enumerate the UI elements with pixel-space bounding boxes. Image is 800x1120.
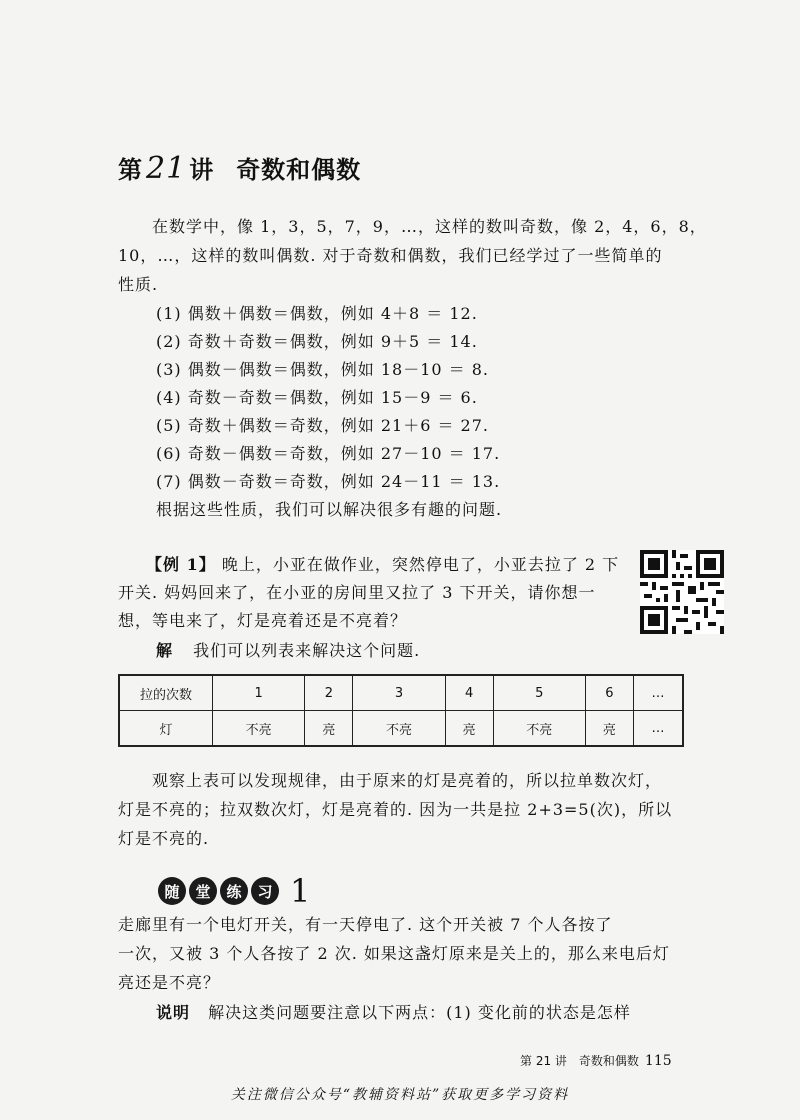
property-item: (3) 偶数－偶数＝偶数，例如 18－10 ＝ 8. — [156, 360, 489, 379]
table-row — [119, 675, 683, 711]
table-cell: 亮 — [305, 711, 353, 747]
example-tag: 【例 1】 — [146, 555, 216, 574]
table-cell: … — [633, 675, 683, 711]
title-suffix: 讲 — [189, 155, 215, 184]
example-line: 想，等电来了，灯是亮着还是不亮着？ — [118, 611, 408, 630]
practice-line: 走廊里有一个电灯开关，有一天停电了. 这个开关被 7 个人各按了 — [118, 915, 613, 934]
note-text: 解决这类问题要注意以下两点：(1) 变化前的状态是怎样 — [208, 1003, 631, 1022]
example-line: 开关. 妈妈回来了，在小亚的房间里又拉了 3 下开关，请你想一 — [118, 583, 596, 602]
table-header-cell: 拉的次数 — [119, 675, 213, 711]
practice-number: 1 — [290, 872, 311, 910]
page-footer — [520, 1052, 672, 1069]
note-line — [156, 1000, 631, 1023]
practice-heading — [158, 872, 310, 910]
title-number: 21 — [146, 151, 187, 186]
practice-char: 堂 — [189, 877, 217, 905]
practice-char: 随 — [158, 877, 186, 905]
table-cell: 2 — [305, 675, 353, 711]
solution-line — [156, 638, 420, 661]
bottom-note: 关注微信公众号“教辅资料站”获取更多学习资料 — [230, 1087, 570, 1103]
example-first-line — [146, 552, 619, 575]
table-cell: 亮 — [585, 711, 633, 747]
table-cell: 6 — [585, 675, 633, 711]
solution-label: 解 — [156, 641, 174, 660]
observation-line: 灯是不亮的；拉双数次灯，灯是亮着的. 因为一共是拉 2+3=5(次)，所以 — [118, 800, 673, 819]
chapter-title — [118, 150, 361, 186]
intro-line: 性质. — [118, 275, 159, 294]
property-item: (6) 奇数－偶数＝奇数，例如 27－10 ＝ 17. — [156, 444, 501, 463]
property-item: (2) 奇数＋奇数＝偶数，例如 9＋5 ＝ 14. — [156, 332, 478, 351]
property-item: (7) 偶数－奇数＝奇数，例如 24－11 ＝ 13. — [156, 472, 501, 491]
table-cell: 亮 — [445, 711, 493, 747]
practice-char: 练 — [220, 877, 248, 905]
table-header-cell: 灯 — [119, 711, 213, 747]
footer-chapter: 第 21 讲 奇数和偶数 — [520, 1054, 639, 1068]
qr-code — [640, 550, 724, 634]
practice-line: 亮还是不亮？ — [118, 973, 221, 992]
table-row — [119, 711, 683, 747]
switch-table — [118, 674, 684, 747]
note-label: 说明 — [156, 1003, 191, 1022]
intro-line: 在数学中，像 1，3，5，7，9，…，这样的数叫奇数，像 2，4，6，8， — [152, 217, 707, 236]
example-line: 晚上，小亚在做作业，突然停电了，小亚去拉了 2 下 — [221, 555, 620, 574]
conclusion-text: 根据这些性质，我们可以解决很多有趣的问题. — [156, 500, 503, 519]
observation-line: 灯是不亮的. — [118, 829, 210, 848]
title-prefix: 第 — [118, 155, 143, 184]
page-number: 115 — [644, 1053, 672, 1069]
table-cell: 1 — [213, 675, 305, 711]
table-cell: 5 — [493, 675, 585, 711]
table-cell: 不亮 — [213, 711, 305, 747]
table-cell: 3 — [353, 675, 445, 711]
practice-char: 习 — [251, 877, 279, 905]
table-cell: 不亮 — [493, 711, 585, 747]
table-cell: 不亮 — [353, 711, 445, 747]
solution-text: 我们可以列表来解决这个问题. — [193, 641, 421, 660]
title-topic: 奇数和偶数 — [236, 155, 362, 184]
observation-line: 观察上表可以发现规律，由于原来的灯是亮着的，所以拉单数次灯， — [152, 771, 663, 790]
property-item: (4) 奇数－奇数＝偶数，例如 15－9 ＝ 6. — [156, 388, 478, 407]
table-cell: 4 — [445, 675, 493, 711]
table-cell: … — [633, 711, 683, 747]
intro-line: 10，…，这样的数叫偶数. 对于奇数和偶数，我们已经学过了一些简单的 — [118, 246, 663, 265]
property-item: (1) 偶数＋偶数＝偶数，例如 4＋8 ＝ 12. — [156, 304, 478, 323]
practice-line: 一次，又被 3 个人各按了 2 次. 如果这盏灯原来是关上的，那么来电后灯 — [118, 944, 670, 963]
property-item: (5) 奇数＋偶数＝奇数，例如 21＋6 ＝ 27. — [156, 416, 489, 435]
